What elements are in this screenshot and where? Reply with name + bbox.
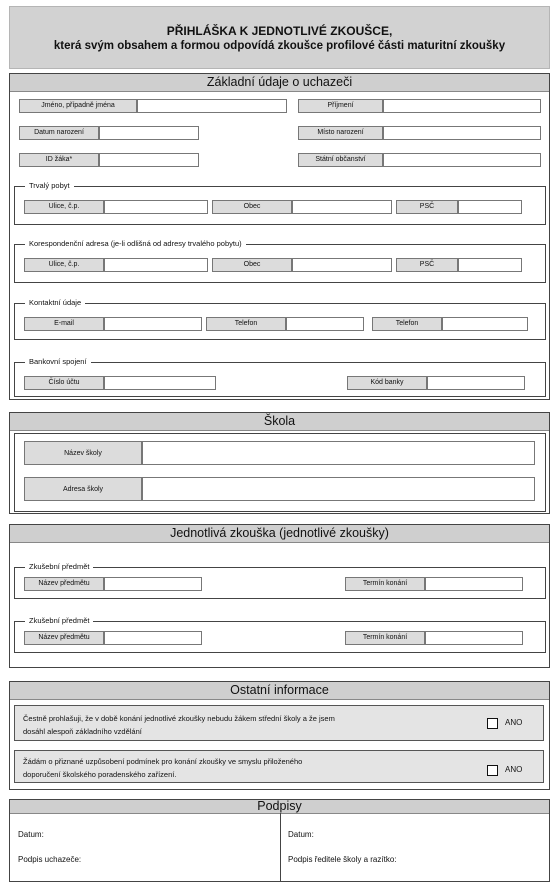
accommodation-text [23,755,443,781]
label-ulice: Ulice, č.p. [24,200,104,214]
section-jednotliva-zkouska [9,524,550,668]
group-korespondencni-adresa [14,239,546,283]
label-misto-narozeni: Místo narození [298,126,383,140]
group-zkusebni-predmet [14,616,546,653]
section-title-skola: Škola [10,413,549,431]
label-email: E-mail [24,317,104,331]
legend-zkusebni-predmet: Zkušební předmět [25,615,93,627]
label-kod-banky: Kód banky [347,376,427,390]
section-title-ostatni: Ostatní informace [10,682,549,700]
group-bankovni-spojeni [14,357,546,397]
label-podpis-reditele: Podpis ředitele školy a razítko: [288,855,397,864]
input-obec[interactable] [292,200,392,214]
input-psc[interactable] [458,200,522,214]
section-title-podpisy: Podpisy [10,800,549,814]
label-prijmeni: Příjmení [298,99,383,113]
label-id-zaka: ID žáka* [19,153,99,167]
input-prijmeni[interactable] [383,99,541,113]
input-obec[interactable] [292,258,392,272]
label-telefon-1: Telefon [206,317,286,331]
form-title-line1: PŘIHLÁŠKA K JEDNOTLIVÉ ZKOUŠCE, [166,24,393,38]
label-obec: Obec [212,200,292,214]
input-misto-narozeni[interactable] [383,126,541,140]
declaration-checkbox-label: ANO [505,718,523,727]
input-jmeno[interactable] [137,99,287,113]
declaration-box [14,705,544,741]
section-zakladni-udaje [9,73,550,400]
legend-trvaly-pobyt: Trvalý pobyt [25,180,74,192]
accommodation-line1: Žádám o přiznané uzpůsobení podmínek pro konání zkoušky ve smyslu přiloženého [23,757,303,766]
input-nazev-predmetu[interactable] [104,577,202,591]
group-skola [14,433,546,512]
label-jmeno: Jméno, případně jména [19,99,137,113]
label-datum-narozeni: Datum narození [19,126,99,140]
input-email[interactable] [104,317,202,331]
input-nazev-predmetu[interactable] [104,631,202,645]
label-datum-uchazec: Datum: [18,830,44,839]
label-nazev-predmetu: Název předmětu [24,631,104,645]
label-nazev-skoly: Název školy [24,441,142,465]
input-psc[interactable] [458,258,522,272]
accommodation-checkbox-label: ANO [505,765,523,774]
label-psc: PSČ [396,200,458,214]
input-termin-konani[interactable] [425,577,523,591]
input-ulice[interactable] [104,200,208,214]
input-ulice[interactable] [104,258,208,272]
group-kontaktni-udaje [14,298,546,340]
label-adresa-skoly: Adresa školy [24,477,142,501]
declaration-line2: dosáhl alespoň základního vzdělání [23,727,142,736]
legend-korespondencni: Korespondenční adresa (je-li odlišná od adresy trvalého pobytu) [25,238,246,250]
input-id-zaka[interactable] [99,153,199,167]
section-ostatni-informace [9,681,550,790]
legend-bankovni: Bankovní spojení [25,356,91,368]
declaration-text [23,712,443,738]
accommodation-checkbox[interactable] [487,765,498,776]
form-title-line2: která svým obsahem a formou odpovídá zkoušce profilové části maturitní zkoušky [53,40,506,52]
section-title-zkouska: Jednotlivá zkouška (jednotlivé zkoušky) [10,525,549,543]
label-psc: PSČ [396,258,458,272]
declaration-line1: Čestně prohlašuji, že v době konání jednotlivé zkoušky nebudu žákem střední školy a že jsem [23,714,335,723]
label-ulice: Ulice, č.p. [24,258,104,272]
input-termin-konani[interactable] [425,631,523,645]
input-nazev-skoly[interactable] [142,441,535,465]
label-obec: Obec [212,258,292,272]
group-zkusebni-predmet [14,562,546,599]
label-termin-konani: Termín konání [345,631,425,645]
input-datum-narozeni[interactable] [99,126,199,140]
input-kod-banky[interactable] [427,376,525,390]
label-telefon-2: Telefon [372,317,442,331]
section-skola [9,412,550,514]
label-termin-konani: Termín konání [345,577,425,591]
accommodation-line2: doporučení školského poradenského zařízení. [23,770,177,779]
label-cislo-uctu: Číslo účtu [24,376,104,390]
section-title-zakladni: Základní údaje o uchazeči [10,74,549,92]
input-adresa-skoly[interactable] [142,477,535,501]
signature-divider [280,813,281,882]
group-trvaly-pobyt [14,181,546,225]
input-telefon-1[interactable] [286,317,364,331]
label-datum-reditel: Datum: [288,830,314,839]
declaration-checkbox[interactable] [487,718,498,729]
legend-zkusebni-predmet: Zkušební předmět [25,561,93,573]
input-statni-obcanstvi[interactable] [383,153,541,167]
label-statni-obcanstvi: Státní občanství [298,153,383,167]
input-telefon-2[interactable] [442,317,528,331]
input-cislo-uctu[interactable] [104,376,216,390]
label-podpis-uchazece: Podpis uchazeče: [18,855,82,864]
legend-kontaktni: Kontaktní údaje [25,297,85,309]
accommodation-box [14,750,544,783]
label-nazev-predmetu: Název předmětu [24,577,104,591]
section-podpisy [9,799,550,882]
form-header [9,6,550,69]
